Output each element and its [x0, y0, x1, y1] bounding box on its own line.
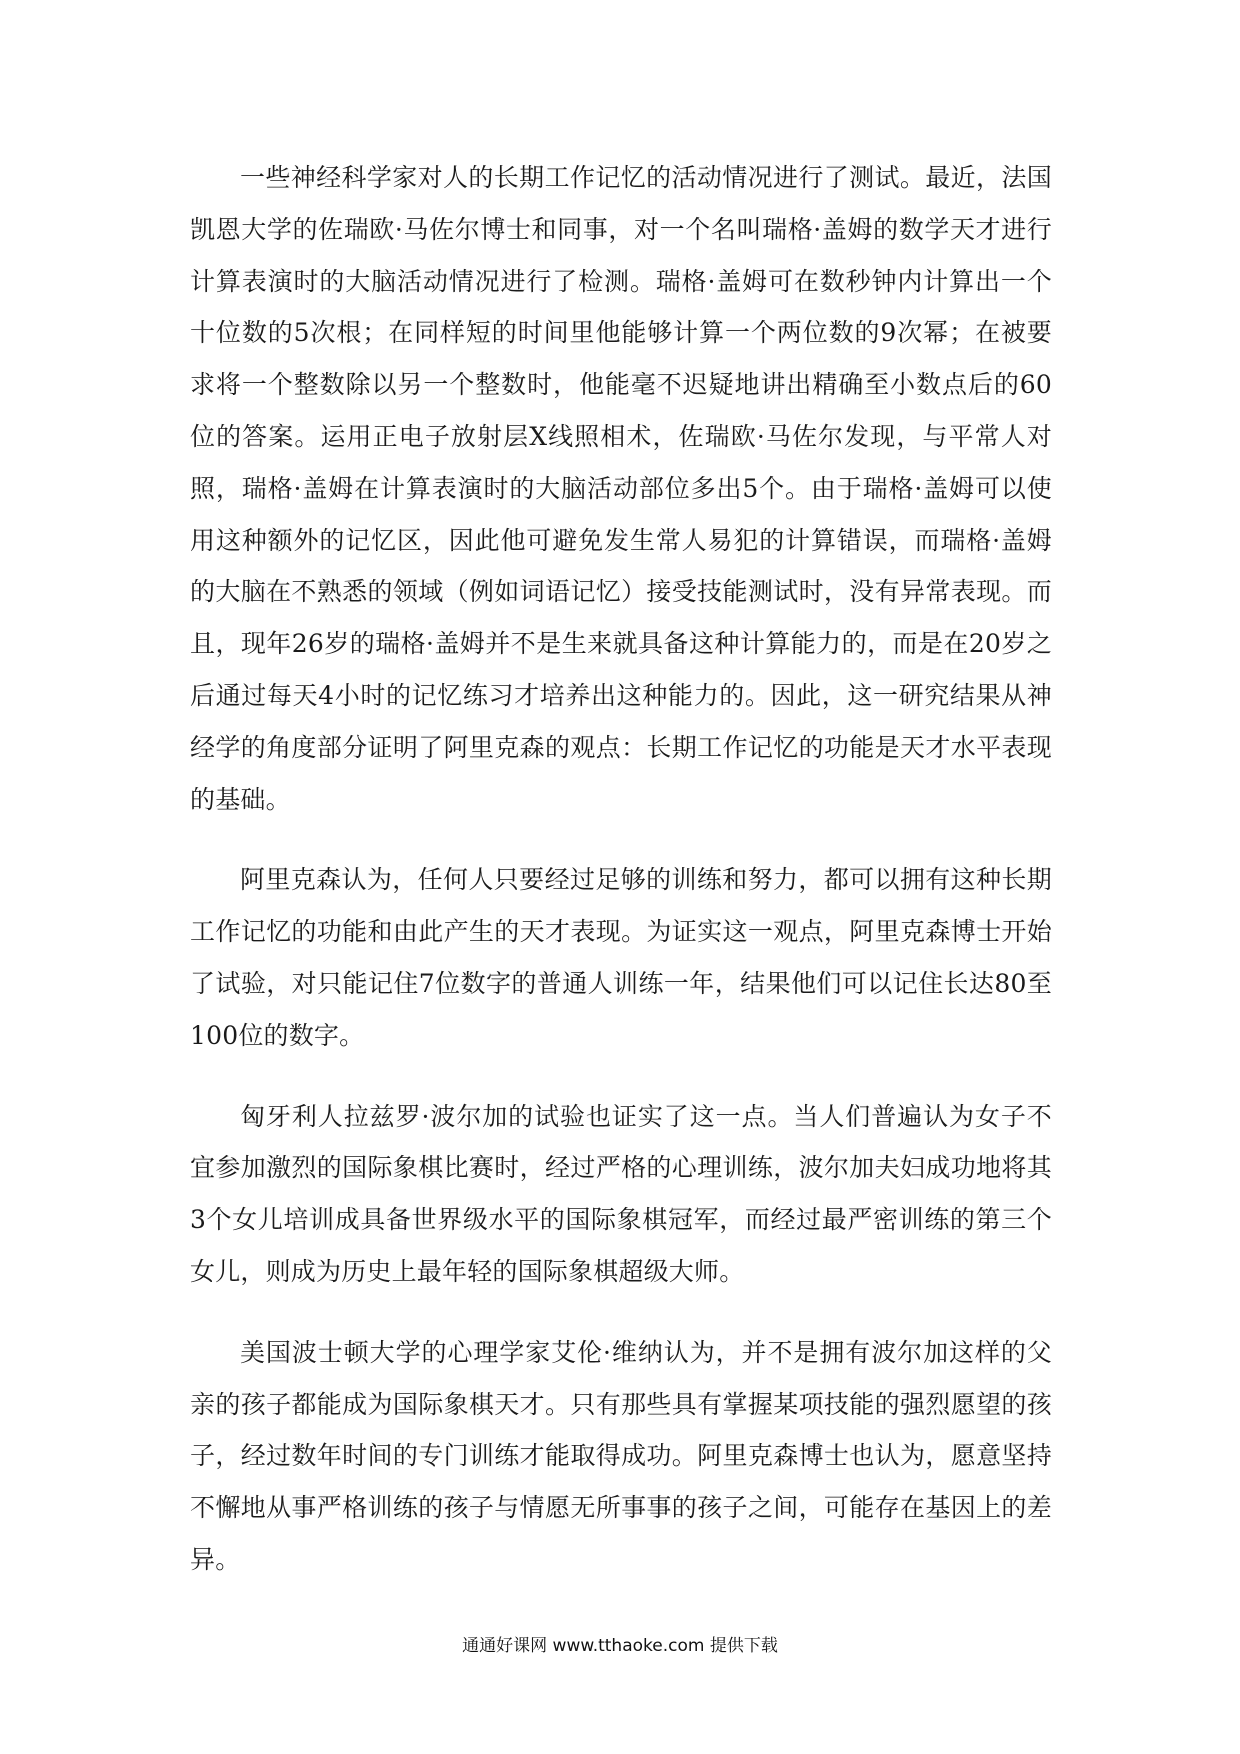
page-footer: 通通好课网 www.tthaoke.com 提供下载: [462, 1636, 778, 1656]
paragraph-2: 阿里克森认为，任何人只要经过足够的训练和努力，都可以拥有这种长期工作记忆的功能和由此产生的天才表现。为证实这一观点，阿里克森博士开始了试验，对只能记住7位数字的普通人训练一年，结果他们可以记住长达80至100位的数字。: [190, 865, 1052, 1050]
paragraph-4: 美国波士顿大学的心理学家艾伦·维纳认为，并不是拥有波尔加这样的父亲的孩子都能成为国际象棋天才。只有那些具有掌握某项技能的强烈愿望的孩子，经过数年时间的专门训练才能取得成功。阿里克森博士也认为，愿意坚持不懈地从事严格训练的孩子与情愿无所事事的孩子之间，可能存在基因上的差异。: [190, 1337, 1052, 1574]
paragraph-1: 一些神经科学家对人的长期工作记忆的活动情况进行了测试。最近，法国凯恩大学的佐瑞欧·马佐尔博士和同事，对一个名叫瑞格·盖姆的数学天才进行计算表演时的大脑活动情况进行了检测。瑞格·盖姆可在数秒钟内计算出一个十位数的5次根；在同样短的时间里他能够计算一个两位数的9次幂；在被要求将一个整数除以另一个整数时，他能毫不迟疑地讲出精确至小数点后的60位的答案。运用正电子放射层X线照相术，佐瑞欧·马佐尔发现，与平常人对照，瑞格·盖姆在计算表演时的大脑活动部位多出5个。由于瑞格·盖姆可以使用这种额外的记忆区，因此他可避免发生常人易犯的计算错误，而瑞格·盖姆的大脑在不熟悉的领域（例如词语记忆）接受技能测试时，没有异常表现。而且，现年26岁的瑞格·盖姆并不是生来就具备这种计算能力的，而是在20岁之后通过每天4小时的记忆练习才培养出这种能力的。因此，这一研究结果从神经学的角度部分证明了阿里克森的观点：长期工作记忆的功能是天才水平表现的基础。: [190, 163, 1052, 814]
article-body: [190, 152, 1052, 1586]
paragraph-3: 匈牙利人拉兹罗·波尔加的试验也证实了这一点。当人们普遍认为女子不宜参加激烈的国际象棋比赛时，经过严格的心理训练，波尔加夫妇成功地将其3个女儿培训成具备世界级水平的国际象棋冠军，而经过最严密训练的第三个女儿，则成为历史上最年轻的国际象棋超级大师。: [190, 1101, 1052, 1286]
